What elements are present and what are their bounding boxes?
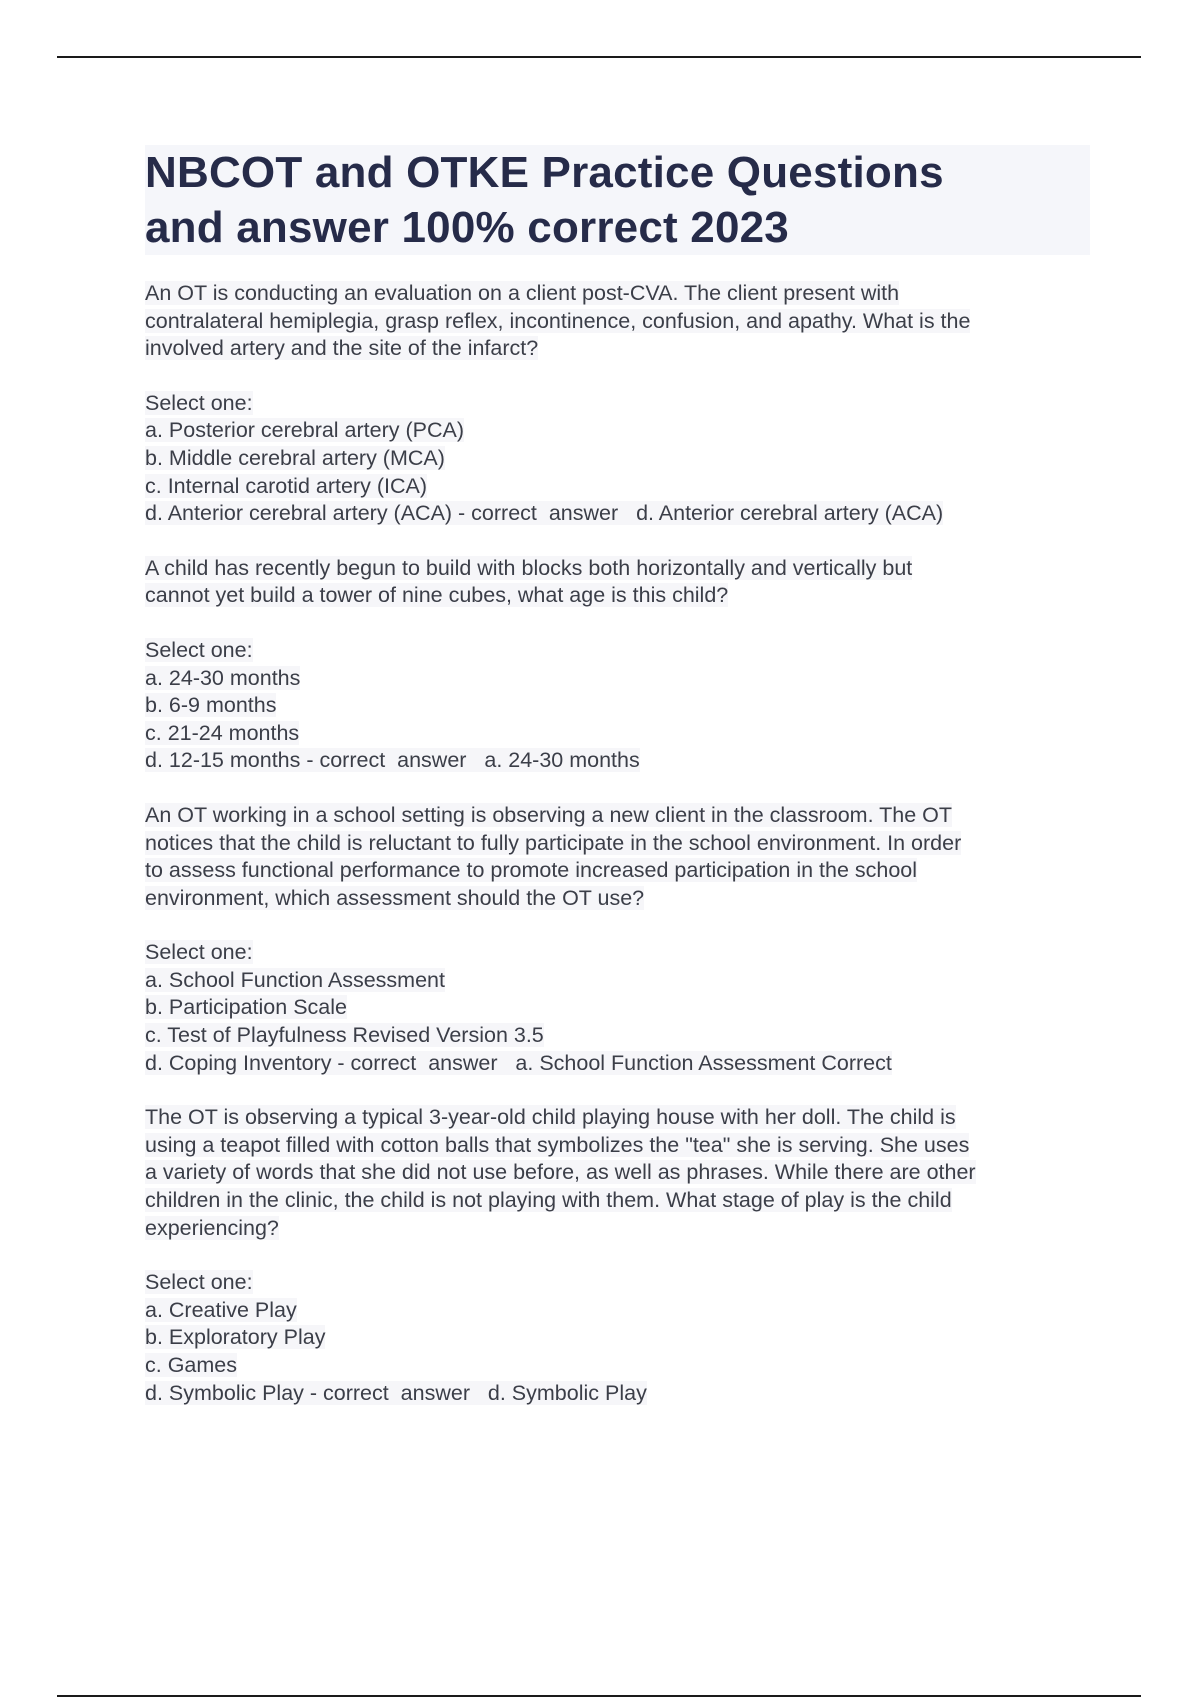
question-stem-line: environment, which assessment should the OT use? [145, 885, 645, 910]
question-stem-line: notices that the child is reluctant to fully participate in the school environment. In order [145, 830, 962, 855]
answer-option: a. Posterior cerebral artery (PCA) [145, 418, 465, 443]
question-stem-line: cannot yet build a tower of nine cubes, what age is this child? [145, 583, 729, 608]
document-body [145, 145, 1090, 1407]
top-rule [57, 56, 1141, 58]
answer-option: c. Internal carotid artery (ICA) [145, 473, 427, 498]
question-2 [145, 555, 1090, 775]
question-stem-line: experiencing? [145, 1215, 279, 1240]
answer-option-correct: d. Symbolic Play - correct answer d. Symbolic Play [145, 1380, 647, 1405]
question-stem-line: children in the clinic, the child is not playing with them. What stage of play is the child [145, 1188, 952, 1213]
question-stem-line: An OT is conducting an evaluation on a client post-CVA. The client present with [145, 281, 900, 305]
question-stem-line: An OT working in a school setting is observing a new client in the classroom. The OT [145, 802, 953, 827]
answer-option: c. 21-24 months [145, 720, 300, 745]
answer-option: a. 24-30 months [145, 665, 301, 690]
bottom-rule [57, 1695, 1141, 1697]
answer-option-correct: d. 12-15 months - correct answer a. 24-30 months [145, 748, 640, 773]
question-stem-line: using a teapot filled with cotton balls that symbolizes the "tea" she is serving. She uses [145, 1132, 970, 1157]
answer-option: b. Middle cerebral artery (MCA) [145, 445, 445, 470]
answer-option: a. Creative Play [145, 1297, 297, 1322]
question-stem-line: contralateral hemiplegia, grasp reflex, incontinence, confusion, and apathy. What is the [145, 308, 971, 333]
question-stem-line: A child has recently begun to build with blocks both horizontally and vertically but [145, 555, 913, 580]
question-stem-line: a variety of words that she did not use before, as well as phrases. While there are other [145, 1160, 976, 1185]
select-one-label: Select one: [145, 1270, 253, 1295]
title-line-2: and answer 100% correct 2023 [145, 203, 789, 252]
question-3 [145, 802, 1090, 1077]
question-stem-line: involved artery and the site of the infarct? [145, 336, 539, 361]
document-title [145, 145, 1090, 255]
answer-option-correct: d. Anterior cerebral artery (ACA) - correct answer d. Anterior cerebral artery (ACA) [145, 501, 944, 526]
answer-option: b. Exploratory Play [145, 1325, 326, 1350]
title-line-1: NBCOT and OTKE Practice Questions [145, 148, 944, 197]
select-one-label: Select one: [145, 940, 253, 965]
question-stem-line: The OT is observing a typical 3-year-old child playing house with her doll. The child is [145, 1105, 956, 1130]
answer-option: c. Games [145, 1353, 237, 1377]
question-stem-line: to assess functional performance to promote increased participation in the school [145, 858, 918, 883]
question-4 [145, 1104, 1090, 1407]
answer-option: b. Participation Scale [145, 995, 347, 1020]
select-one-label: Select one: [145, 637, 253, 662]
answer-option: b. 6-9 months [145, 693, 277, 718]
answer-option: a. School Function Assessment [145, 967, 445, 992]
select-one-label: Select one: [145, 390, 253, 415]
answer-option-correct: d. Coping Inventory - correct answer a. School Function Assessment Correct [145, 1050, 892, 1075]
answer-option: c. Test of Playfulness Revised Version 3.5 [145, 1023, 544, 1048]
question-1 [145, 280, 1090, 528]
